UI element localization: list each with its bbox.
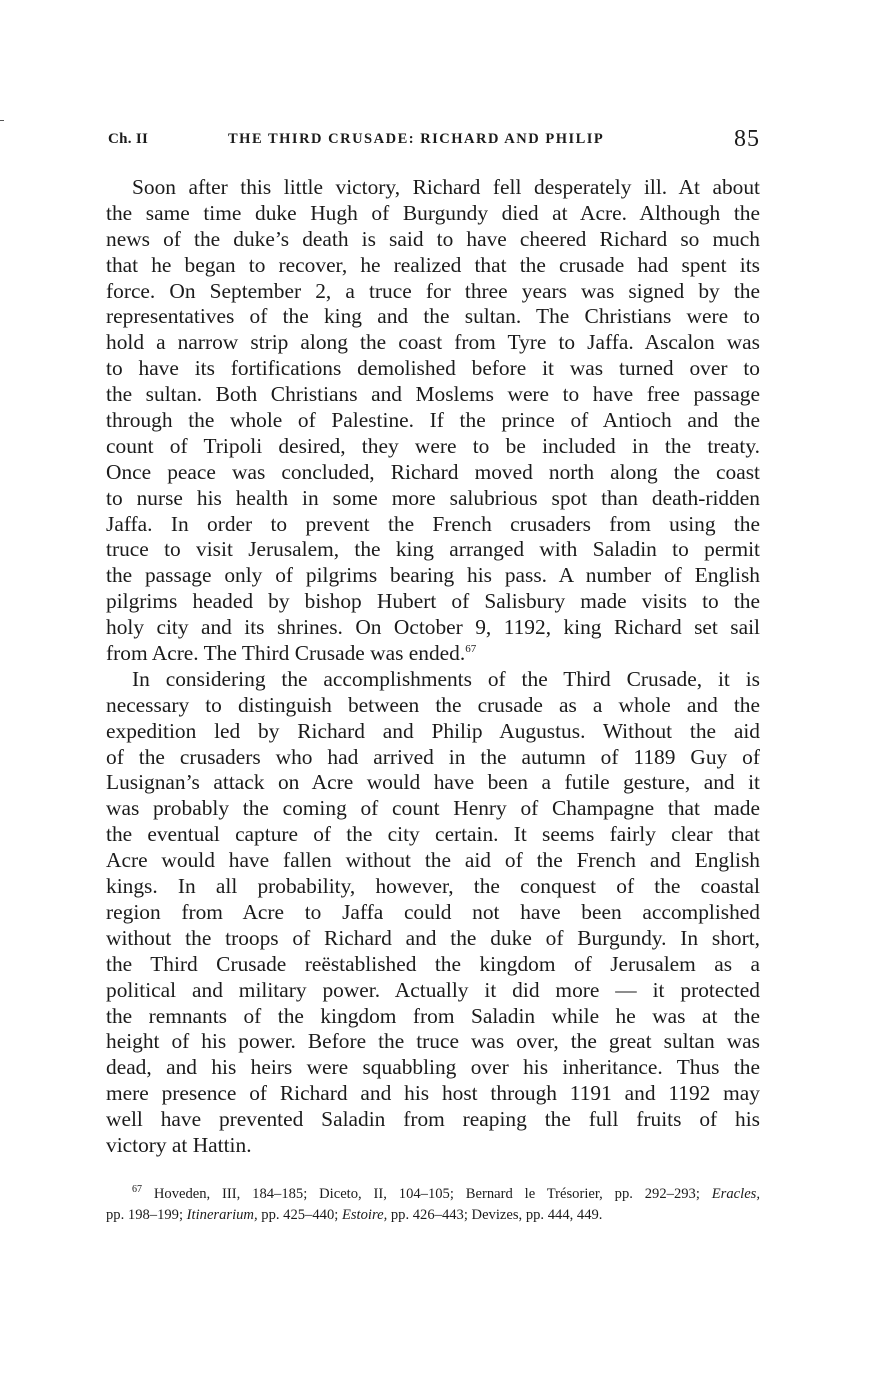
line-text: was probably the coming of count Henry of Champagne that made — [106, 796, 760, 821]
text-line — [106, 201, 760, 227]
line-text: well have prevented Saladin from reaping the full fruits of his — [106, 1107, 760, 1132]
text-line — [106, 460, 760, 486]
footnote-67 — [106, 1184, 760, 1226]
footnote-text: pp. 425–440; — [257, 1207, 342, 1223]
line-text: the sultan. Both Christians and Moslems were to have free passage — [106, 382, 760, 407]
line-text: the same time duke Hugh of Burgundy died at Acre. Although the — [106, 200, 760, 225]
line-text: news of the duke’s death is said to have cheered Richard so much — [106, 226, 760, 251]
footnote-text: Hoveden, III, 184–185; Diceto, II, 104–105; Bernard le Trésorier, pp. 292–293; — [142, 1186, 712, 1202]
line-text: to nurse his health in some more salubrious spot than death-ridden — [106, 485, 760, 510]
line-text: victory at Hattin. — [106, 1132, 252, 1157]
line-text: Jaffa. In order to prevent the French crusaders from using the — [106, 511, 760, 536]
page-number: 85 — [734, 126, 760, 152]
footnote-source-title: Eracles, — [711, 1186, 760, 1202]
line-text: political and military power. Actually it did more — it protected — [106, 977, 760, 1002]
line-text: representatives of the king and the sultan. The Christians were to — [106, 304, 760, 329]
line-text: the Third Crusade reëstablished the kingdom of Jerusalem as a — [106, 951, 760, 976]
text-line — [106, 434, 760, 460]
line-text: of the crusaders who had arrived in the autumn of 1189 Guy of — [106, 744, 760, 769]
line-text: to have its fortifications demolished before it was turned over to — [106, 356, 760, 381]
text-line — [106, 408, 760, 434]
line-text: Lusignan’s attack on Acre would have been a futile gesture, and it — [106, 770, 760, 795]
line-text: In considering the accomplishments of the Third Crusade, it is — [132, 666, 760, 691]
line-text: Acre would have fallen without the aid of the French and English — [106, 848, 760, 873]
body-text — [106, 175, 760, 1159]
footnote-line-2 — [106, 1205, 760, 1226]
running-title: THE THIRD CRUSADE: RICHARD AND PHILIP — [228, 131, 605, 147]
text-line — [106, 745, 760, 771]
text-line — [106, 589, 760, 615]
text-line — [106, 382, 760, 408]
line-text: kings. In all probability, however, the conquest of the coastal — [106, 874, 760, 899]
text-line — [106, 563, 760, 589]
text-line — [106, 641, 760, 667]
text-line — [106, 770, 760, 796]
line-text: region from Acre to Jaffa could not have been accomplished — [106, 899, 760, 924]
text-line — [106, 512, 760, 538]
text-line — [106, 1004, 760, 1030]
text-line — [106, 1029, 760, 1055]
text-line — [106, 537, 760, 563]
line-text: dead, and his heirs were squabbling over his inheritance. Thus the — [106, 1055, 760, 1080]
text-line — [106, 227, 760, 253]
line-text: holy city and its shrines. On October 9, 1192, king Richard set sail — [106, 615, 760, 640]
text-line — [106, 926, 760, 952]
line-text: without the troops of Richard and the duke of Burgundy. In short, — [106, 925, 760, 950]
chapter-label: Ch. II — [108, 131, 149, 147]
line-text: truce to visit Jerusalem, the king arranged with Saladin to permit — [106, 537, 760, 562]
line-text: expedition led by Richard and Philip Augustus. Without the aid — [106, 718, 760, 743]
line-text: pilgrims headed by bishop Hubert of Salisbury made visits to the — [106, 589, 760, 614]
text-line — [106, 304, 760, 330]
footnote-reference: 67 — [465, 642, 477, 655]
line-text: force. On September 2, a truce for three years was signed by the — [106, 278, 760, 303]
footnote-source-title: Itinerarium, — [186, 1207, 258, 1223]
footnote-text: pp. 426–443; Devizes, pp. 444, 449. — [387, 1207, 603, 1223]
line-text: the eventual capture of the city certain. It seems fairly clear that — [106, 822, 760, 847]
line-text: height of his power. Before the truce was over, the great sultan was — [106, 1029, 760, 1054]
text-line — [106, 486, 760, 512]
line-text: the remnants of the kingdom from Saladin while he was at the — [106, 1003, 760, 1028]
text-line — [106, 822, 760, 848]
footnote-number: 67 — [132, 1184, 142, 1196]
text-line — [106, 1133, 760, 1159]
text-line — [106, 356, 760, 382]
footnote-source-title: Estoire, — [341, 1207, 388, 1223]
line-text: necessary to distinguish between the crusade as a whole and the — [106, 692, 760, 717]
running-head — [108, 126, 760, 156]
text-line — [106, 1081, 760, 1107]
text-line — [106, 279, 760, 305]
line-text: Once peace was concluded, Richard moved north along the coast — [106, 459, 760, 484]
line-text: mere presence of Richard and his host through 1191 and 1192 may — [106, 1081, 760, 1106]
line-text: count of Tripoli desired, they were to be included in the treaty. — [106, 433, 760, 458]
line-text: hold a narrow strip along the coast from Tyre to Jaffa. Ascalon was — [106, 330, 760, 355]
text-line — [106, 978, 760, 1004]
text-line — [106, 900, 760, 926]
text-line — [106, 1107, 760, 1133]
text-line — [106, 952, 760, 978]
text-line — [106, 874, 760, 900]
text-line — [106, 615, 760, 641]
paragraph-1 — [106, 175, 760, 667]
text-line — [106, 848, 760, 874]
text-line — [106, 719, 760, 745]
text-line — [106, 667, 760, 693]
line-text: the passage only of pilgrims bearing his pass. A number of English — [106, 563, 760, 588]
footnote-line-1 — [106, 1184, 760, 1205]
line-text: that he began to recover, he realized that the crusade had spent its — [106, 252, 760, 277]
line-text: from Acre. The Third Crusade was ended. — [106, 641, 466, 666]
text-line — [106, 330, 760, 356]
line-text: Soon after this little victory, Richard fell desperately ill. At about — [132, 175, 760, 199]
text-line — [106, 253, 760, 279]
line-text: through the whole of Palestine. If the prince of Antioch and the — [106, 408, 760, 433]
paragraph-2 — [106, 667, 760, 1159]
text-line — [106, 1055, 760, 1081]
footnote-text: pp. 198–199; — [106, 1207, 187, 1223]
text-line — [106, 175, 760, 201]
text-line — [106, 796, 760, 822]
text-line — [106, 693, 760, 719]
margin-mark — [0, 120, 4, 121]
